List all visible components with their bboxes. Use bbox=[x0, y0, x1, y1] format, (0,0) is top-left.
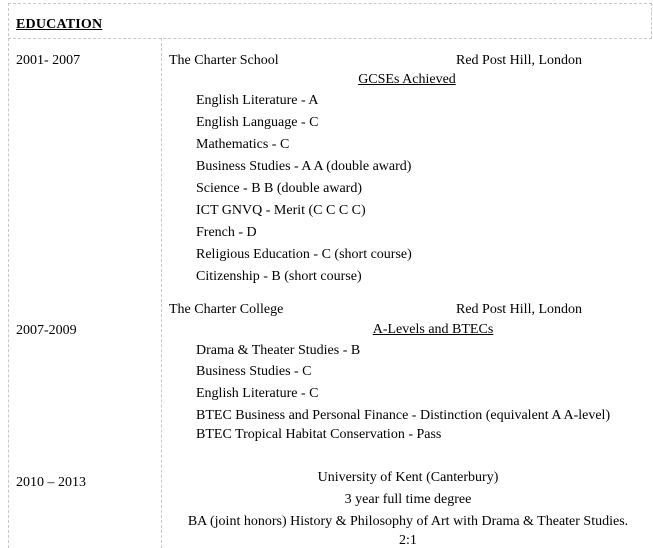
school-subtitle: GCSEs Achieved bbox=[358, 72, 456, 87]
top-border bbox=[8, 3, 652, 4]
list-item: English Literature - C bbox=[196, 386, 319, 401]
college-years: 2007-2009 bbox=[16, 323, 77, 338]
right-border bbox=[651, 3, 652, 39]
school-years: 2001- 2007 bbox=[16, 53, 81, 68]
heading-divider bbox=[8, 38, 652, 39]
column-divider bbox=[161, 38, 162, 548]
list-item: BTEC Business and Personal Finance - Distinction (equivalent A A-level) bbox=[196, 408, 611, 423]
list-item: English Language - C bbox=[196, 115, 319, 130]
list-item: BTEC Tropical Habitat Conservation - Pass bbox=[196, 427, 442, 442]
university-name: University of Kent (Canterbury) bbox=[317, 470, 499, 485]
section-heading: EDUCATION bbox=[16, 17, 103, 32]
college-location: Red Post Hill, London bbox=[456, 302, 583, 317]
list-item: Business Studies - C bbox=[196, 364, 312, 379]
list-item: French - D bbox=[196, 225, 257, 240]
list-item: Mathematics - C bbox=[196, 137, 290, 152]
list-item: ICT GNVQ - Merit (C C C C) bbox=[196, 203, 366, 218]
left-border bbox=[8, 3, 9, 548]
university-mode: 3 year full time degree bbox=[344, 492, 472, 507]
list-item: Science - B B (double award) bbox=[196, 181, 362, 196]
list-item: Religious Education - C (short course) bbox=[196, 247, 412, 262]
university-years: 2010 – 2013 bbox=[16, 475, 86, 490]
school-name: The Charter School bbox=[169, 53, 279, 68]
college-subtitle: A-Levels and BTECs bbox=[372, 322, 494, 337]
university-grade: 2:1 bbox=[399, 533, 417, 548]
college-name: The Charter College bbox=[169, 302, 284, 317]
list-item: Drama & Theater Studies - B bbox=[196, 343, 361, 358]
list-item: English Literature - A bbox=[196, 93, 319, 108]
list-item: Citizenship - B (short course) bbox=[196, 269, 362, 284]
university-degree: BA (joint honors) History & Philosophy of Art with Drama & Theater Studies. bbox=[187, 514, 629, 529]
list-item: Business Studies - A A (double award) bbox=[196, 159, 412, 174]
school-location: Red Post Hill, London bbox=[456, 53, 583, 68]
